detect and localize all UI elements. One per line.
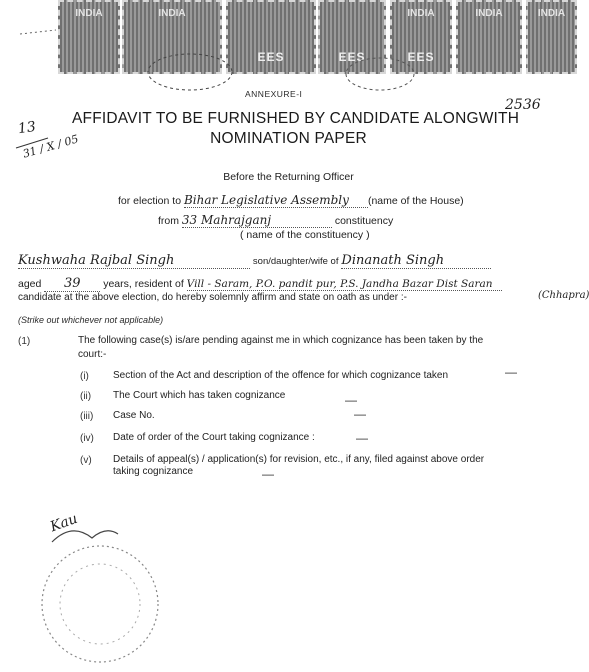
item-mark: — [345, 393, 357, 407]
item-text-cont: taking cognizance [113, 466, 194, 477]
years-label: years, resident of [103, 278, 184, 290]
section-text-cont: court:- [78, 349, 107, 360]
document-subtitle: NOMINATION PAPER [210, 130, 367, 147]
constituency-note: ( name of the constituency ) [240, 229, 370, 241]
item-mark: — [356, 431, 368, 445]
item-text: Section of the Act and description of the offence for which cognizance taken [113, 370, 449, 381]
item-text: The Court which has taken cognizance [113, 390, 286, 401]
election-line [118, 193, 464, 208]
stamp-strip [0, 0, 577, 92]
margin-date: 31 / X / 05 [21, 132, 80, 161]
candidate-oath-line: candidate at the above election, do hereby solemnly affirm and state on oath as under :- [18, 292, 407, 303]
item-mark: — [505, 365, 517, 379]
stamp-label: EES [257, 50, 285, 64]
candidate-name-line [18, 253, 491, 269]
serial-mark: 2536 [505, 97, 541, 113]
item-text: Details of appeal(s) / application(s) for revision, etc., if any, filed against above order [113, 454, 485, 465]
item-number: (ii) [80, 391, 92, 402]
item-text: Case No. [113, 410, 155, 421]
before-officer: Before the Returning Officer [223, 171, 354, 183]
age-address-line [18, 276, 502, 292]
constituency-fill: 33 Mahrajganj [182, 213, 332, 228]
item-number: (i) [80, 371, 89, 382]
election-house-fill: Bihar Legislative Assembly [184, 193, 368, 208]
document-title: AFFIDAVIT TO BE FURNISHED BY CANDIDATE ALONGWITH [72, 110, 520, 127]
item-number: (iv) [80, 433, 94, 444]
strike-note: (Strike out whichever not applicable) [18, 315, 164, 325]
item-mark: — [262, 467, 274, 481]
constituency-line [158, 213, 393, 228]
signature-mark: Kau [48, 510, 80, 536]
stamp-label: INDIA [475, 8, 503, 19]
from-suffix: constituency [334, 215, 394, 227]
section-text: The following case(s) is/are pending against me in which cognizance has been taken by the [78, 335, 484, 346]
aged-label: aged [18, 278, 42, 290]
section-number: (1) [18, 336, 31, 347]
stamp-label: INDIA [75, 8, 103, 19]
stamp-label: INDIA [158, 8, 186, 19]
candidate-name-fill: Kushwaha Rajbal Singh [18, 253, 250, 269]
item-number: (v) [80, 455, 92, 466]
relation-label: son/daughter/wife of [252, 256, 339, 267]
father-name-fill: Dinanath Singh [341, 253, 491, 269]
address-fill: Vill - Saram, P.O. pandit pur, P.S. Jandha Bazar Dist Saran [187, 278, 502, 291]
stamp-label: INDIA [407, 8, 435, 19]
election-suffix: (name of the House) [367, 195, 464, 207]
item-number: (iii) [80, 411, 94, 422]
stamp-value: EES [338, 50, 366, 64]
stamp-value: EES [407, 50, 435, 64]
age-fill: 39 [44, 276, 100, 292]
item-mark: — [354, 407, 366, 421]
annexure-label: ANNEXURE-I [245, 89, 303, 99]
margin-note: 13 [16, 118, 37, 138]
cancellation-marks [0, 0, 577, 92]
election-prefix: for election to [118, 195, 182, 207]
stamp-label: INDIA [537, 8, 566, 19]
address-extra: (Chhapra) [538, 290, 589, 301]
item-text: Date of order of the Court taking cognizance : [113, 432, 315, 443]
notary-seal [22, 512, 172, 672]
from-prefix: from [158, 215, 179, 227]
